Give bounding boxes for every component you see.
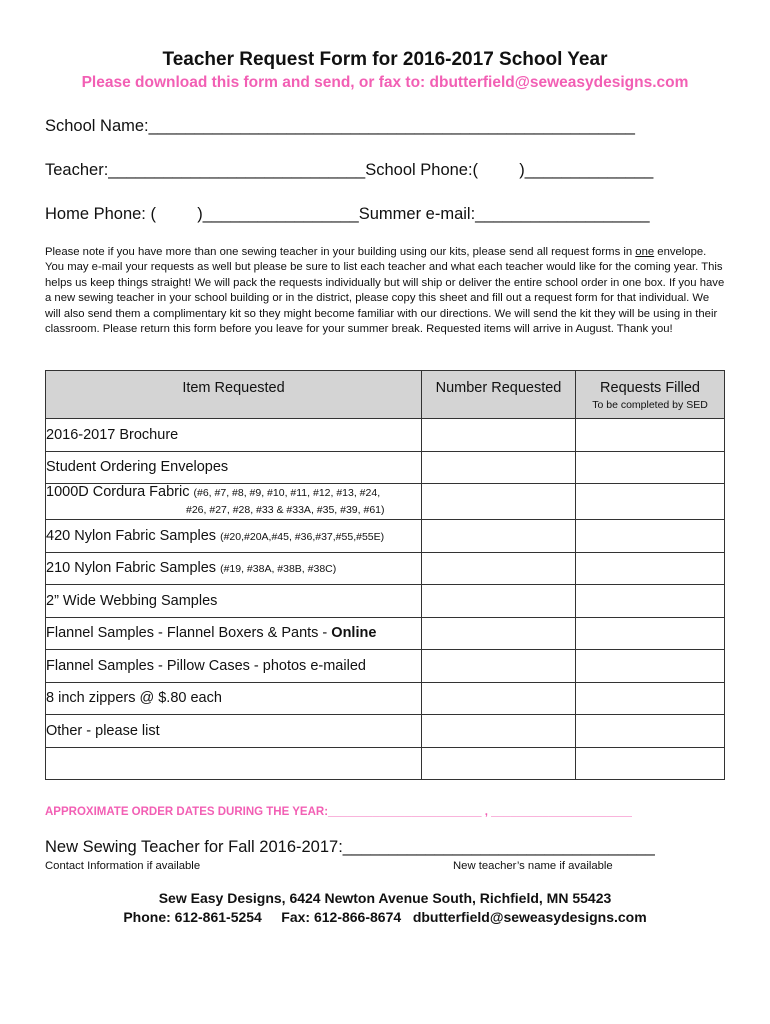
home-phone-summer-email-field[interactable]: Home Phone: ( )_________________Summer e-mail:___________________ — [45, 205, 650, 223]
item-envelopes: Student Ordering Envelopes — [46, 451, 422, 484]
filled-cell — [576, 715, 725, 748]
table-row — [46, 419, 725, 452]
number-input-cell[interactable] — [422, 419, 576, 452]
filled-cell — [576, 520, 725, 553]
number-input-cell[interactable] — [422, 484, 576, 520]
teacher-school-phone-field[interactable]: Teacher:____________________________School Phone:( )______________ — [45, 161, 654, 179]
table-row — [46, 451, 725, 484]
new-teacher-field[interactable]: New Sewing Teacher for Fall 2016-2017:__________________________________ — [45, 838, 655, 856]
table-row — [46, 585, 725, 618]
number-input-cell[interactable] — [422, 715, 576, 748]
filled-cell — [576, 650, 725, 683]
filled-cell — [576, 585, 725, 618]
contact-info-caption: Contact Information if available — [45, 860, 201, 872]
item-brochure: 2016-2017 Brochure — [46, 419, 422, 452]
header-requests-filled: Requests Filled To be completed by SED — [576, 371, 725, 419]
header-item-requested: Item Requested — [46, 371, 422, 419]
table-row — [46, 520, 725, 553]
note-underlined-word: one — [635, 246, 655, 258]
filled-cell — [576, 682, 725, 715]
number-input-cell[interactable] — [422, 650, 576, 683]
item-cordura: 1000D Cordura Fabric (#6, #7, #8, #9, #10, #11, #12, #13, #24, #26, #27, #28, #33 & #33A, #35, #39, #61) — [46, 484, 422, 520]
form-title: Teacher Request Form for 2016-2017 School Year — [162, 49, 608, 70]
table-row — [46, 747, 725, 780]
table-header-row — [46, 371, 725, 419]
filled-cell — [576, 419, 725, 452]
item-flannel-boxers: Flannel Samples - Flannel Boxers & Pants - Online — [46, 617, 422, 650]
item-blank-input[interactable] — [46, 747, 422, 780]
school-name-field[interactable]: School Name:_____________________________________________________ — [45, 117, 635, 135]
table-row — [46, 552, 725, 585]
table-row — [46, 650, 725, 683]
table-row — [46, 715, 725, 748]
teacher-name-caption: New teacher’s name if available — [453, 860, 613, 872]
number-input-cell[interactable] — [422, 682, 576, 715]
note-text-part2: envelope. You may e-mail your requests as well but please be sure to list each teacher and what each teacher would like for the coming year. This helps us keep things straight! We will pack the requests individually but will ship or deliver the entire school order in one box. If you have a new sewing teacher in your school building or in the district, please copy this sheet and fill out a request form for that individual. We will also send them a complimentary kit so they might become familiar with our directions. We will send the kit they will be using in their classroom. Please return this form before you leave for your summer break. Requested items will arrive in August. Thank you! — [45, 246, 725, 336]
filled-cell — [576, 747, 725, 780]
form-subtitle: Please download this form and send, or fax to: dbutterfield@seweasydesigns.com — [81, 74, 689, 91]
order-dates-field[interactable]: APPROXIMATE ORDER DATES DURING THE YEAR:________________________ , ______________________ — [45, 806, 632, 818]
number-input-cell[interactable] — [422, 520, 576, 553]
filled-cell — [576, 552, 725, 585]
header-number-requested: Number Requested — [422, 371, 576, 419]
item-420-nylon: 420 Nylon Fabric Samples (#20,#20A,#45, #36,#37,#55,#55E) — [46, 520, 422, 553]
request-table — [45, 370, 725, 780]
number-input-cell[interactable] — [422, 451, 576, 484]
number-input-cell[interactable] — [422, 617, 576, 650]
filled-cell — [576, 617, 725, 650]
number-input-cell[interactable] — [422, 747, 576, 780]
note-text-part1: Please note if you have more than one sewing teacher in your building using our kits, please send all request forms in — [45, 246, 636, 258]
item-210-nylon: 210 Nylon Fabric Samples (#19, #38A, #38B, #38C) — [46, 552, 422, 585]
item-zippers: 8 inch zippers @ $.80 each — [46, 682, 422, 715]
filled-cell — [576, 451, 725, 484]
table-row — [46, 617, 725, 650]
table-row — [46, 484, 725, 520]
table-row — [46, 682, 725, 715]
company-address: Sew Easy Designs, 6424 Newton Avenue South, Richfield, MN 55423 — [158, 890, 612, 906]
item-other: Other - please list — [46, 715, 422, 748]
number-input-cell[interactable] — [422, 552, 576, 585]
number-input-cell[interactable] — [422, 585, 576, 618]
item-flannel-pillow: Flannel Samples - Pillow Cases - photos e-mailed — [46, 650, 422, 683]
filled-cell — [576, 484, 725, 520]
item-webbing: 2” Wide Webbing Samples — [46, 585, 422, 618]
company-contact-line: Phone: 612-861-5254 Fax: 612-866-8674 dbutterfield@seweasydesigns.com — [123, 909, 647, 925]
instructions-paragraph — [45, 245, 725, 337]
